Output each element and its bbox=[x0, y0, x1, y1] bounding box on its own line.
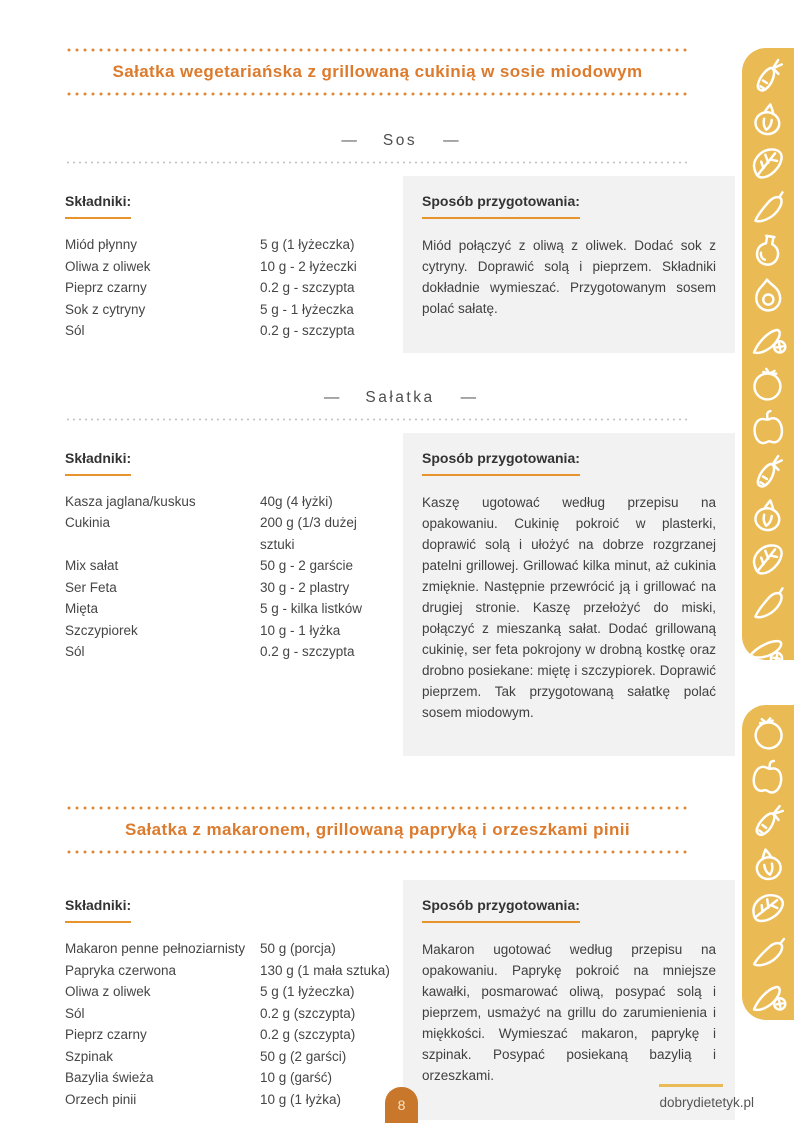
tomato-icon bbox=[744, 708, 793, 757]
ingredient-quantity: 5 g (1 łyżeczka) bbox=[260, 237, 355, 252]
dotted-divider bbox=[65, 161, 687, 164]
preparation-text: Miód połączyć z oliwą z oliwek. Dodać sok z cytryny. Doprawić solą i pieprzem. Składniki dokładnie wymieszać. Przygotowanym sosem polać sałatę. bbox=[422, 238, 716, 316]
dotted-divider bbox=[65, 92, 690, 96]
ingredient-row bbox=[65, 981, 390, 1003]
section-header-sos bbox=[65, 132, 735, 150]
ingredient-name: Mięta bbox=[65, 601, 99, 616]
ingredient-quantity: 0.2 g (szczypta) bbox=[260, 1005, 356, 1021]
cucumber-icon bbox=[744, 623, 792, 660]
zucchini-icon bbox=[744, 579, 793, 628]
dash-decor: — bbox=[443, 132, 459, 149]
ingredient-row bbox=[65, 598, 390, 620]
onion-icon bbox=[744, 95, 792, 143]
preparation-text: Kaszę ugotować według przepisu na opakowaniu. Cukinię pokroić w plasterki, doprawić solą i ułożyć na dobrze rozgrzanej patelni grillowej. Grillować kilka minut, aż cukinia zmięknie. Następnie przewrócić ją i grillować na drugiej stronie. Kaszę przełożyć do miski, połączyć z mieszanką sałat. Dodać grillowaną cukinię, ser feta pokrojony w drobną kostkę oraz drobno posiekane: miętę i szczypiorek. Doprawić pieprzem. Tak przygotowaną sałatkę polać sosem miodowym. bbox=[422, 494, 716, 720]
preparation-label: Sposób przygotowania: bbox=[422, 450, 580, 476]
ingredient-quantity: 5 g - 1 łyżeczka bbox=[260, 301, 354, 317]
dash-decor: — bbox=[341, 132, 357, 149]
ingredient-name: Oliwa z oliwek bbox=[65, 984, 151, 999]
ingredient-row bbox=[65, 1046, 390, 1068]
ingredient-quantity: 10 g - 2 łyżeczki bbox=[260, 258, 357, 274]
ingredient-name: Oliwa z oliwek bbox=[65, 258, 151, 274]
ingredient-row bbox=[65, 555, 390, 577]
ingredient-name: Bazylia świeża bbox=[65, 1070, 154, 1085]
ingredient-name: Makaron penne pełnoziarnisty bbox=[65, 941, 246, 956]
ingredient-row bbox=[65, 320, 390, 342]
ingredient-name: Sól bbox=[65, 644, 85, 659]
lettuce-icon bbox=[744, 884, 792, 932]
section-salatka bbox=[65, 433, 735, 757]
ingredient-quantity: 10 g - 1 łyżka bbox=[260, 622, 341, 638]
page-content bbox=[65, 48, 735, 1120]
section-name: Sałatka bbox=[365, 388, 435, 406]
section-sos bbox=[65, 176, 735, 353]
page-number-tab bbox=[385, 1087, 418, 1123]
ingredient-row bbox=[65, 491, 390, 513]
carrot-icon bbox=[744, 51, 793, 100]
pepper-icon bbox=[746, 405, 791, 450]
cucumber-icon bbox=[744, 315, 793, 364]
ingredient-row bbox=[65, 299, 390, 321]
recipe2-title-block bbox=[65, 806, 690, 854]
ingredient-row bbox=[65, 620, 390, 642]
ingredient-quantity: 10 g (1 łyżka) bbox=[260, 1091, 342, 1107]
cucumber-icon bbox=[744, 972, 793, 1020]
ingredient-row bbox=[65, 577, 390, 599]
ingredient-row bbox=[65, 277, 390, 299]
site-underline-decor bbox=[659, 1084, 723, 1087]
tomato-icon bbox=[744, 359, 792, 407]
ingredient-name: Ser Feta bbox=[65, 579, 117, 595]
zucchini-icon bbox=[746, 930, 791, 975]
ingredient-row bbox=[65, 641, 390, 663]
ingredient-quantity: 0.2 g - szczypta bbox=[260, 280, 355, 295]
onion-icon bbox=[744, 840, 793, 889]
ingredient-row bbox=[65, 938, 390, 960]
dotted-divider bbox=[65, 418, 687, 421]
ingredient-quantity: 5 g (1 łyżeczka) bbox=[260, 984, 355, 999]
ingredient-quantity: 30 g - 2 plastry bbox=[260, 579, 350, 595]
ingredient-name: Pieprz czarny bbox=[65, 280, 147, 295]
ingredients-column bbox=[65, 433, 390, 663]
ingredient-row bbox=[65, 1067, 390, 1089]
recipe2-title: Sałatka z makaronem, grillowaną papryką i orzeszkami pinii bbox=[124, 820, 631, 839]
ingredients-label: Składniki: bbox=[65, 897, 131, 923]
ingredient-quantity: 50 g - 2 garście bbox=[260, 558, 354, 573]
ingredient-name: Sól bbox=[65, 1005, 85, 1021]
preparation-box bbox=[403, 176, 735, 353]
section-header-salatka bbox=[65, 389, 735, 407]
ingredient-name: Cukinia bbox=[65, 515, 111, 530]
ingredients-column bbox=[65, 176, 390, 342]
carrot-icon bbox=[744, 447, 793, 496]
dotted-divider bbox=[65, 48, 690, 52]
recipe1-title-block bbox=[65, 48, 690, 96]
ingredient-quantity: 5 g - kilka listków bbox=[260, 601, 363, 616]
carrot-icon bbox=[746, 798, 791, 843]
ingredient-row bbox=[65, 1024, 390, 1046]
ingredient-row bbox=[65, 234, 390, 256]
preparation-label: Sposób przygotowania: bbox=[422, 897, 580, 923]
ingredient-quantity: 50 g (porcja) bbox=[260, 941, 336, 956]
pepper-icon bbox=[744, 752, 792, 800]
ingredient-row bbox=[65, 1003, 390, 1025]
ingredient-name: Szczypiorek bbox=[65, 622, 138, 638]
ingredient-quantity: 0.2 g (szczypta) bbox=[260, 1027, 356, 1042]
ingredient-name: Sól bbox=[65, 323, 85, 338]
zucchini-icon bbox=[744, 183, 793, 232]
avocado-icon bbox=[746, 273, 791, 318]
vegetable-decor-strip-bottom bbox=[742, 705, 794, 1020]
ingredient-name: Papryka czerwona bbox=[65, 962, 177, 978]
dash-decor: — bbox=[460, 388, 477, 406]
preparation-text: Makaron ugotować według przepisu na opakowaniu. Paprykę pokroić na mniejsze kawałki, posmarować oliwą, posypać solą i pieprzem, usmażyć na grillu do zarumienienia i miękkości. Wymieszać makaron, paprykę i szpinak. Posypać posiekaną bazylią i orzeszkami. bbox=[422, 942, 716, 1083]
site-link[interactable]: dobrydietetyk.pl bbox=[659, 1095, 754, 1110]
page-number: 8 bbox=[397, 1097, 406, 1113]
lettuce-icon bbox=[746, 537, 791, 582]
ingredient-name: Mix sałat bbox=[65, 558, 119, 573]
ingredient-name: Pieprz czarny bbox=[65, 1027, 147, 1042]
preparation-label: Sposób przygotowania: bbox=[422, 193, 580, 219]
ingredients-label: Składniki: bbox=[65, 450, 131, 476]
ingredient-quantity: 50 g (2 garści) bbox=[260, 1048, 347, 1064]
ingredient-quantity: 40g (4 łyżki) bbox=[260, 493, 333, 509]
ingredient-quantity: 200 g (1/3 dużej sztuki bbox=[260, 515, 357, 552]
ingredient-row bbox=[65, 256, 390, 278]
ingredients-column bbox=[65, 880, 390, 1110]
section-makaron bbox=[65, 880, 735, 1120]
ingredient-name: Miód płynny bbox=[65, 237, 138, 252]
ingredients-list bbox=[65, 938, 390, 1110]
ingredients-label: Składniki: bbox=[65, 193, 131, 219]
ingredient-row bbox=[65, 512, 390, 555]
site-footer bbox=[659, 1084, 754, 1112]
ingredient-name: Kasza jaglana/kuskus bbox=[65, 493, 196, 509]
ingredient-name: Sok z cytryny bbox=[65, 301, 146, 317]
ingredient-row bbox=[65, 1089, 390, 1111]
dotted-divider bbox=[65, 806, 690, 810]
section-name: Sos bbox=[382, 132, 418, 149]
recipe1-title: Sałatka wegetariańska z grillowaną cukinią w sosie miodowym bbox=[112, 62, 643, 81]
lettuce-icon bbox=[746, 141, 791, 186]
dash-decor: — bbox=[323, 388, 340, 406]
ingredients-list bbox=[65, 234, 390, 342]
ingredient-quantity: 130 g (1 mała sztuka) bbox=[260, 962, 390, 978]
oil-bottle-icon bbox=[744, 227, 792, 275]
onion-icon bbox=[744, 491, 792, 539]
ingredient-quantity: 10 g (garść) bbox=[260, 1070, 333, 1085]
ingredient-name: Szpinak bbox=[65, 1048, 114, 1064]
vegetable-decor-strip-top bbox=[742, 48, 794, 660]
ingredients-list bbox=[65, 491, 390, 663]
ingredient-quantity: 0.2 g - szczypta bbox=[260, 323, 355, 338]
preparation-box bbox=[403, 433, 735, 757]
ingredient-row bbox=[65, 960, 390, 982]
ingredient-quantity: 0.2 g - szczypta bbox=[260, 644, 355, 659]
ingredient-name: Orzech pinii bbox=[65, 1091, 137, 1107]
dotted-divider bbox=[65, 850, 690, 854]
